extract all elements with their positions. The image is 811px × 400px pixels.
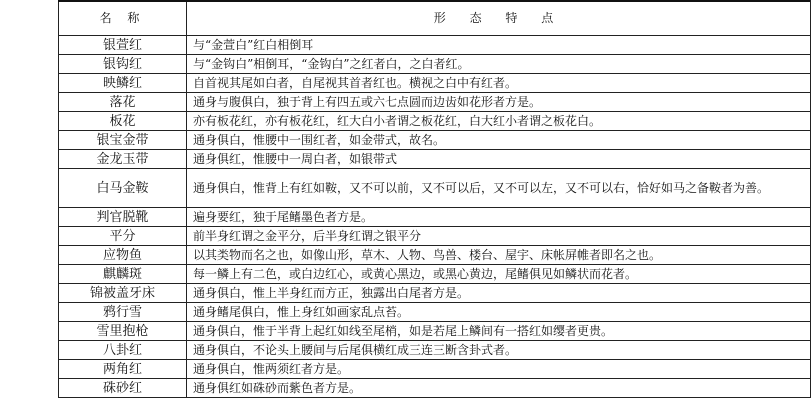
- row-name: 平分: [59, 227, 187, 246]
- row-name: 银宝金带: [59, 131, 187, 150]
- table-row: [59, 112, 811, 131]
- row-name: 八卦红: [59, 341, 187, 360]
- table-row: [59, 131, 811, 150]
- row-description: 前半身红谓之金平分，后半身红谓之银平分: [187, 227, 811, 246]
- row-description: 通身俱红如硃砂而紫色者方是。: [187, 379, 811, 398]
- header-name: 名 称: [59, 1, 187, 36]
- row-description: 通身俱白，惟背上有红如鞍，又不可以前，又不可以后，又不可以左，又不可以右，恰好如马之备鞍者为善。: [187, 169, 811, 208]
- row-name: 麒麟斑: [59, 265, 187, 284]
- row-description: 与“金钩白”相倒耳，“金钩白”之红者白，之白者红。: [187, 55, 811, 74]
- header-description: 形 态 特 点: [187, 1, 811, 36]
- row-name: 白马金鞍: [59, 169, 187, 208]
- table-row: [59, 208, 811, 227]
- row-name: 雪里抱枪: [59, 322, 187, 341]
- row-name: 硃砂红: [59, 379, 187, 398]
- table-row: [59, 265, 811, 284]
- row-description: 遍身要红，独于尾鳍墨色者方是。: [187, 208, 811, 227]
- top-rule-divider: [58, 0, 810, 2]
- table-row: [59, 322, 811, 341]
- table-row: [59, 74, 811, 93]
- table-row: [59, 341, 811, 360]
- table-row: [59, 150, 811, 169]
- row-name: 锦被盖牙床: [59, 284, 187, 303]
- table-row: [59, 93, 811, 112]
- row-description: 通身俱红，惟腰中一周白者，如银带式: [187, 150, 811, 169]
- row-name: 鸦行雪: [59, 303, 187, 322]
- table-row: [59, 360, 811, 379]
- row-description: 通身与腹俱白，独于背上有四五或六七点圆而边齿如花形者方是。: [187, 93, 811, 112]
- row-name: 应物鱼: [59, 246, 187, 265]
- row-description: 亦有板花红，亦有板花红，红大白小者谓之板花红，白大红小者谓之板花白。: [187, 112, 811, 131]
- row-description: 通身俱白，惟腰中一围红者，如金带式，故名。: [187, 131, 811, 150]
- table-row: [59, 36, 811, 55]
- row-name: 银萱红: [59, 36, 187, 55]
- row-description: 自首视其尾如白者，自尾视其首者红也。横视之白中有红者。: [187, 74, 811, 93]
- row-description: 每一鳞上有二色，或白边红心，或黄心黑边，或黑心黄边，尾鳍俱见如鳞状而花者。: [187, 265, 811, 284]
- table-row: [59, 379, 811, 398]
- row-name: 板花: [59, 112, 187, 131]
- row-description: 通身俱白，不论头上腰间与后尾俱横红成三连三断含卦式者。: [187, 341, 811, 360]
- table-row: [59, 246, 811, 265]
- row-name: 映鳞红: [59, 74, 187, 93]
- table-row: [59, 227, 811, 246]
- row-description: 与“金萱白”红白相倒耳: [187, 36, 811, 55]
- table-row: [59, 55, 811, 74]
- table-header-row: [59, 1, 811, 36]
- row-description: 以其类物而名之也，如像山形，草木、人物、鸟兽、楼台、屋宇、床帐屏帷者即名之也。: [187, 246, 811, 265]
- row-description: 通身俱白，惟于半背上起红如线至尾梢，如是若尾上鳞间有一搭红如缨者更贵。: [187, 322, 811, 341]
- row-name: 金龙玉带: [59, 150, 187, 169]
- table-row: [59, 169, 811, 208]
- row-description: 通身鳍尾俱白，惟上身红如画家乱点苔。: [187, 303, 811, 322]
- row-name: 落花: [59, 93, 187, 112]
- row-name: 判官脱靴: [59, 208, 187, 227]
- row-description: 通身俱白，惟上半身红而方正，独露出白尾者方是。: [187, 284, 811, 303]
- row-name: 银钩红: [59, 55, 187, 74]
- row-name: 两角红: [59, 360, 187, 379]
- row-description: 通身俱白，惟两须红者方是。: [187, 360, 811, 379]
- goldfish-pattern-table: [58, 0, 811, 398]
- table-row: [59, 303, 811, 322]
- table-row: [59, 284, 811, 303]
